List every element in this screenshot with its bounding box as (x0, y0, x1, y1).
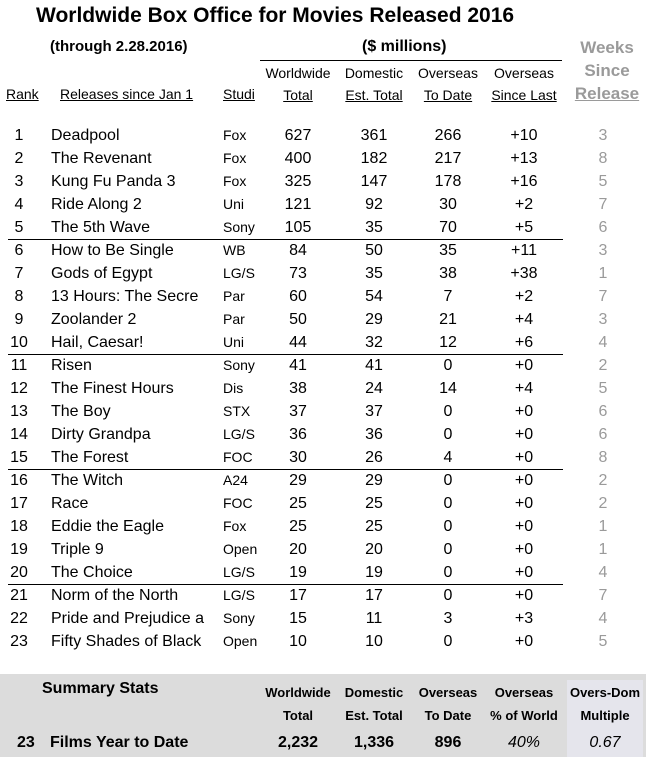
studio-cell: FOC (223, 449, 253, 465)
domestic-total-cell: 37 (365, 403, 383, 420)
studio-cell: Fox (223, 127, 247, 143)
overseas-since-last-cell: +4 (514, 311, 534, 328)
worldwide-total-cell: 41 (289, 357, 307, 374)
worldwide-total-cell: 37 (289, 403, 307, 420)
rank-cell: 6 (14, 242, 24, 259)
summary-film-count: 23 (17, 734, 35, 751)
rank-cell: 1 (14, 127, 24, 144)
overseas-to-date-cell: 0 (443, 518, 453, 535)
movie-title-cell: Kung Fu Panda 3 (51, 173, 176, 190)
weeks-since-release-cell: 3 (598, 242, 608, 259)
worldwide-total-cell: 36 (289, 426, 307, 443)
weeks-since-release-cell: 5 (598, 173, 608, 190)
overseas-to-date-cell: 178 (434, 173, 462, 190)
rank-cell: 3 (14, 173, 24, 190)
movie-title-cell: The Revenant (51, 150, 152, 167)
weeks-since-release-cell: 7 (598, 587, 608, 604)
overseas-since-last-cell: +2 (514, 288, 534, 305)
domestic-total-cell: 11 (365, 610, 383, 627)
overseas-to-date-cell: 0 (443, 495, 453, 512)
overseas-to-date-cell: 35 (439, 242, 457, 259)
summary-multiple: 0.67 (589, 734, 621, 751)
weeks-since-release-cell: 3 (598, 311, 608, 328)
movie-title-cell: Zoolander 2 (51, 311, 137, 328)
rank-cell: 9 (14, 311, 24, 328)
movie-title-cell: The Witch (51, 472, 124, 489)
header-worldwide: Worldwide Total (265, 65, 331, 103)
domestic-total-cell: 92 (365, 196, 383, 213)
rank-cell: 23 (10, 633, 28, 650)
domestic-total-cell: 17 (365, 587, 383, 604)
studio-cell: FOC (223, 495, 253, 511)
studio-cell: Par (223, 288, 245, 304)
table-row (0, 469, 646, 492)
table-row (0, 400, 646, 423)
worldwide-total-cell: 627 (284, 127, 312, 144)
studio-cell: Par (223, 311, 245, 327)
weeks-since-release-cell: 1 (598, 541, 608, 558)
studio-cell: WB (223, 242, 246, 258)
movie-title-cell: The Forest (51, 449, 129, 466)
movie-title-cell: The Choice (51, 564, 133, 581)
worldwide-total-cell: 29 (289, 472, 307, 489)
worldwide-total-cell: 15 (289, 610, 307, 627)
domestic-total-cell: 26 (365, 449, 383, 466)
weeks-since-release-cell: 7 (598, 196, 608, 213)
weeks-since-release-cell: 6 (598, 219, 608, 236)
worldwide-total-cell: 44 (289, 334, 307, 351)
table-row (0, 216, 646, 239)
table-row (0, 354, 646, 377)
overseas-to-date-cell: 217 (434, 150, 462, 167)
studio-cell: Open (223, 541, 258, 557)
worldwide-total-cell: 20 (289, 541, 307, 558)
overseas-to-date-cell: 266 (434, 127, 462, 144)
worldwide-total-cell: 50 (289, 311, 307, 328)
weeks-since-release-cell: 6 (598, 403, 608, 420)
studio-cell: Dis (223, 380, 244, 396)
table-row (0, 561, 646, 584)
overseas-since-last-cell: +0 (514, 357, 534, 374)
movie-title-cell: Pride and Prejudice a (51, 610, 204, 627)
summary-header-domestic: Domestic Est. Total (344, 685, 404, 723)
rank-cell: 20 (10, 564, 28, 581)
weeks-since-release-cell: 7 (598, 288, 608, 305)
worldwide-total-cell: 400 (284, 150, 312, 167)
overseas-since-last-cell: +0 (514, 426, 534, 443)
overseas-since-last-cell: +0 (514, 587, 534, 604)
movie-title-cell: Deadpool (51, 127, 120, 144)
overseas-to-date-cell: 0 (443, 403, 453, 420)
rank-cell: 22 (10, 610, 28, 627)
overseas-to-date-cell: 0 (443, 472, 453, 489)
rank-cell: 12 (10, 380, 28, 397)
units-label: ($ millions) (362, 38, 447, 55)
worldwide-total-cell: 25 (289, 495, 307, 512)
weeks-since-release-cell: 3 (598, 127, 608, 144)
rank-cell: 15 (10, 449, 28, 466)
rank-cell: 21 (10, 587, 28, 604)
domestic-total-cell: 24 (365, 380, 383, 397)
rank-cell: 18 (10, 518, 28, 535)
studio-cell: LG/S (223, 564, 255, 580)
worldwide-total-cell: 30 (289, 449, 307, 466)
rank-cell: 16 (10, 472, 28, 489)
movie-title-cell: The 5th Wave (51, 219, 151, 236)
overseas-to-date-cell: 30 (439, 196, 457, 213)
domestic-total-cell: 50 (365, 242, 383, 259)
domestic-total-cell: 361 (360, 127, 388, 144)
summary-domestic: 1,336 (353, 734, 395, 751)
overseas-to-date-cell: 0 (443, 541, 453, 558)
studio-cell: Sony (223, 357, 255, 373)
studio-cell: Sony (223, 219, 255, 235)
weeks-since-release-cell: 8 (598, 449, 608, 466)
table-row (0, 423, 646, 446)
worldwide-total-cell: 121 (284, 196, 312, 213)
overseas-since-last-cell: +0 (514, 472, 534, 489)
overseas-since-last-cell: +5 (514, 219, 534, 236)
worldwide-total-cell: 19 (289, 564, 307, 581)
rank-cell: 11 (10, 357, 28, 374)
header-rank: Rank (6, 86, 39, 102)
weeks-since-release-cell: 2 (598, 357, 608, 374)
worldwide-total-cell: 105 (284, 219, 312, 236)
movie-title-cell: Gods of Egypt (51, 265, 153, 282)
domestic-total-cell: 182 (360, 150, 388, 167)
domestic-total-cell: 36 (365, 426, 383, 443)
rank-cell: 5 (14, 219, 24, 236)
weeks-since-release-cell: 5 (598, 380, 608, 397)
movie-title-cell: 13 Hours: The Secre (51, 288, 199, 305)
weeks-since-release-header: Weeks Since Release (574, 38, 640, 103)
movie-title-cell: Race (51, 495, 89, 512)
worldwide-total-cell: 25 (289, 518, 307, 535)
rank-cell: 17 (10, 495, 28, 512)
movie-title-cell: Norm of the North (51, 587, 179, 604)
table-row (0, 538, 646, 561)
overseas-to-date-cell: 0 (443, 587, 453, 604)
domestic-total-cell: 25 (365, 495, 383, 512)
summary-header-pct-world: Overseas % of World (490, 685, 558, 723)
worldwide-total-cell: 60 (289, 288, 307, 305)
movie-title-cell: Eddie the Eagle (51, 518, 164, 535)
summary-title: Summary Stats (42, 680, 159, 697)
overseas-since-last-cell: +13 (510, 150, 538, 167)
rank-cell: 8 (14, 288, 24, 305)
weeks-since-release-cell: 6 (598, 426, 608, 443)
table-row (0, 515, 646, 538)
rank-cell: 10 (10, 334, 28, 351)
summary-label: Films Year to Date (50, 734, 189, 751)
weeks-since-release-cell: 1 (598, 265, 608, 282)
overseas-since-last-cell: +2 (514, 196, 534, 213)
domestic-total-cell: 10 (365, 633, 383, 650)
rank-cell: 13 (10, 403, 28, 420)
table-row (0, 285, 646, 308)
studio-cell: A24 (223, 472, 248, 488)
studio-cell: LG/S (223, 587, 255, 603)
overseas-since-last-cell: +0 (514, 495, 534, 512)
domestic-total-cell: 25 (365, 518, 383, 535)
overseas-since-last-cell: +11 (511, 242, 537, 259)
summary-header-overseas: Overseas To Date (418, 685, 478, 723)
studio-cell: LG/S (223, 426, 255, 442)
overseas-to-date-cell: 0 (443, 357, 453, 374)
overseas-to-date-cell: 14 (439, 380, 457, 397)
worldwide-total-cell: 38 (289, 380, 307, 397)
studio-cell: Sony (223, 610, 255, 626)
overseas-since-last-cell: +38 (510, 265, 538, 282)
weeks-since-release-cell: 2 (598, 472, 608, 489)
domestic-total-cell: 35 (365, 219, 383, 236)
overseas-to-date-cell: 7 (443, 288, 453, 305)
weeks-since-release-cell: 4 (598, 564, 608, 581)
worldwide-total-cell: 325 (284, 173, 312, 190)
weeks-since-release-cell: 4 (598, 334, 608, 351)
summary-overseas: 896 (434, 734, 462, 751)
overseas-to-date-cell: 38 (439, 265, 457, 282)
movie-title-cell: How to Be Single (51, 242, 174, 259)
studio-cell: STX (223, 403, 251, 419)
header-overseas: Overseas To Date (418, 65, 478, 103)
movie-title-cell: Fifty Shades of Black (51, 633, 202, 650)
rank-cell: 14 (10, 426, 28, 443)
domestic-total-cell: 35 (365, 265, 383, 282)
rank-cell: 4 (14, 196, 24, 213)
overseas-since-last-cell: +4 (514, 380, 534, 397)
table-row (0, 446, 646, 469)
page-title: Worldwide Box Office for Movies Released 2016 (36, 4, 515, 27)
overseas-since-last-cell: +0 (514, 449, 534, 466)
overseas-to-date-cell: 0 (443, 426, 453, 443)
header-domestic: Domestic Est. Total (344, 65, 404, 103)
weeks-since-release-cell: 4 (598, 610, 608, 627)
worldwide-total-cell: 17 (289, 587, 307, 604)
table-row (0, 630, 646, 653)
overseas-since-last-cell: +0 (514, 633, 534, 650)
domestic-total-cell: 41 (365, 357, 383, 374)
overseas-since-last-cell: +0 (514, 564, 534, 581)
movie-title-cell: The Boy (51, 403, 111, 420)
domestic-total-cell: 20 (365, 541, 383, 558)
overseas-since-last-cell: +0 (514, 541, 534, 558)
date-subtitle: (through 2.28.2016) (50, 38, 188, 55)
studio-cell: Uni (223, 334, 245, 350)
table-row (0, 492, 646, 515)
rank-cell: 19 (10, 541, 28, 558)
domestic-total-cell: 147 (360, 173, 388, 190)
table-row (0, 124, 646, 147)
table-row (0, 239, 646, 262)
movie-title-cell: The Finest Hours (51, 380, 174, 397)
studio-cell: Fox (223, 150, 247, 166)
header-studio: Studi (223, 86, 255, 102)
movie-title-cell: Hail, Caesar! (51, 334, 144, 351)
weeks-since-release-cell: 2 (598, 495, 608, 512)
rank-cell: 7 (14, 265, 24, 282)
table-row (0, 584, 646, 607)
rank-cell: 2 (14, 150, 24, 167)
weeks-since-release-cell: 5 (598, 633, 608, 650)
table-row (0, 262, 646, 285)
overseas-to-date-cell: 70 (439, 219, 457, 236)
movie-title-cell: Ride Along 2 (51, 196, 142, 213)
worldwide-total-cell: 10 (289, 633, 307, 650)
overseas-to-date-cell: 12 (439, 334, 457, 351)
overseas-to-date-cell: 0 (443, 564, 453, 581)
overseas-to-date-cell: 3 (443, 610, 453, 627)
table-row (0, 308, 646, 331)
overseas-since-last-cell: +6 (514, 334, 534, 351)
worldwide-total-cell: 73 (289, 265, 307, 282)
table-row (0, 331, 646, 354)
summary-header-worldwide: Worldwide Total (265, 685, 331, 723)
units-divider (260, 60, 562, 61)
table-row (0, 170, 646, 193)
domestic-total-cell: 32 (365, 334, 383, 351)
overseas-since-last-cell: +10 (510, 127, 538, 144)
header-title: Releases since Jan 1 (60, 86, 194, 102)
summary-header-multiple: Overs-Dom Multiple (569, 685, 641, 723)
domestic-total-cell: 19 (365, 564, 383, 581)
movie-title-cell: Triple 9 (51, 541, 104, 558)
overseas-since-last-cell: +0 (514, 518, 534, 535)
studio-cell: Fox (223, 518, 247, 534)
weeks-since-release-cell: 8 (598, 150, 608, 167)
overseas-to-date-cell: 0 (443, 633, 453, 650)
overseas-to-date-cell: 21 (439, 311, 457, 328)
header-overseas-since-last: Overseas Since Last (491, 65, 557, 103)
summary-worldwide: 2,232 (277, 734, 319, 751)
studio-cell: Uni (223, 196, 245, 212)
studio-cell: LG/S (223, 265, 255, 281)
table-row (0, 377, 646, 400)
studio-cell: Fox (223, 173, 247, 189)
table-row (0, 193, 646, 216)
overseas-since-last-cell: +0 (514, 403, 534, 420)
movie-title-cell: Risen (51, 357, 92, 374)
movie-title-cell: Dirty Grandpa (51, 426, 151, 443)
table-row (0, 147, 646, 170)
overseas-since-last-cell: +16 (510, 173, 538, 190)
overseas-since-last-cell: +3 (514, 610, 534, 627)
domestic-total-cell: 29 (365, 472, 383, 489)
studio-cell: Open (223, 633, 258, 649)
overseas-to-date-cell: 4 (443, 449, 453, 466)
weeks-since-release-cell: 1 (598, 518, 608, 535)
worldwide-total-cell: 84 (289, 242, 307, 259)
domestic-total-cell: 29 (365, 311, 383, 328)
summary-pct-world: 40% (507, 734, 541, 751)
table-row (0, 607, 646, 630)
domestic-total-cell: 54 (365, 288, 383, 305)
